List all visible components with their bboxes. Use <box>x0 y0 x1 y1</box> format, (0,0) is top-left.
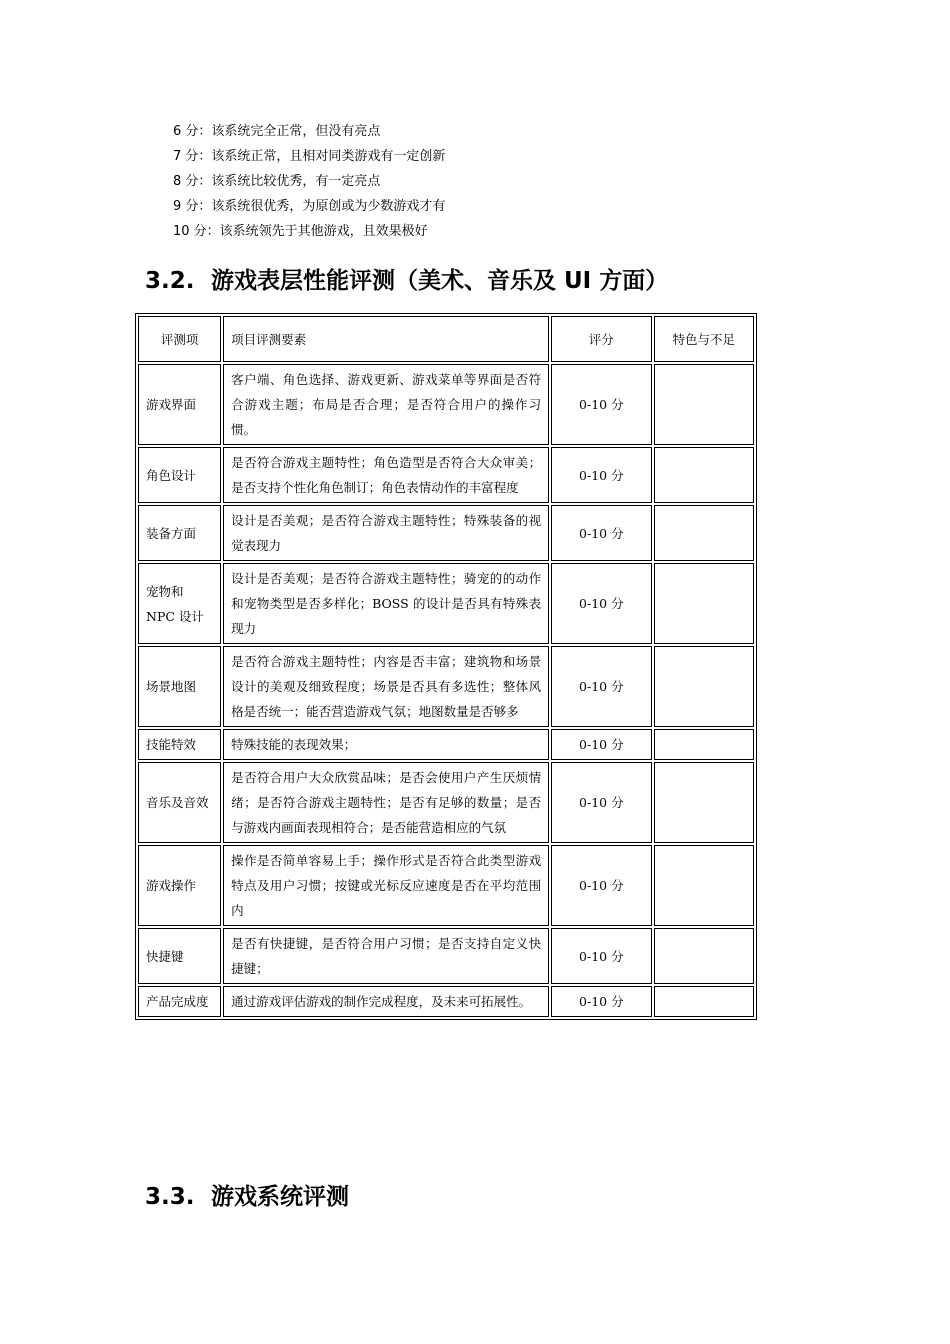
table-row <box>138 505 754 561</box>
cell-notes <box>654 364 754 445</box>
score-criteria-line: 6 分：该系统完全正常，但没有亮点 <box>173 124 381 139</box>
cell-item: 快捷键 <box>138 928 221 984</box>
section-title: 游戏表层性能评测（美术、音乐及 UI 方面） <box>211 268 669 294</box>
cell-score: 0-10 分 <box>551 928 651 984</box>
score-criteria-line: 9 分：该系统很优秀，为原创或为少数游戏才有 <box>173 199 446 214</box>
cell-item: 游戏界面 <box>138 364 221 445</box>
cell-elements: 客户端、角色选择、游戏更新、游戏菜单等界面是否符合游戏主题；布局是否合理；是否符合用户的操作习惯。 <box>223 364 549 445</box>
evaluation-table <box>135 313 757 1020</box>
cell-elements: 设计是否美观；是否符合游戏主题特性；骑宠的的动作和宠物类型是否多样化；BOSS 的设计是否具有特殊表现力 <box>223 563 549 644</box>
table-row <box>138 928 754 984</box>
score-criteria-line: 10 分：该系统领先于其他游戏，且效果极好 <box>173 224 428 239</box>
cell-item: 角色设计 <box>138 447 221 503</box>
cell-score: 0-10 分 <box>551 729 651 760</box>
cell-item: 产品完成度 <box>138 986 221 1017</box>
cell-item: 音乐及音效 <box>138 762 221 843</box>
cell-elements: 设计是否美观；是否符合游戏主题特性；特殊装备的视觉表现力 <box>223 505 549 561</box>
table-row <box>138 563 754 644</box>
cell-item: 技能特效 <box>138 729 221 760</box>
table-header-row <box>138 316 754 362</box>
cell-score: 0-10 分 <box>551 364 651 445</box>
cell-notes <box>654 845 754 926</box>
cell-elements: 操作是否简单容易上手；操作形式是否符合此类型游戏特点及用户习惯；按键或光标反应速度是否在平均范围内 <box>223 845 549 926</box>
cell-score: 0-10 分 <box>551 447 651 503</box>
header-notes: 特色与不足 <box>654 316 754 362</box>
header-item: 评测项 <box>138 316 221 362</box>
cell-elements: 通过游戏评估游戏的制作完成程度，及未来可拓展性。 <box>223 986 549 1017</box>
section-number: 3.2. <box>145 268 195 294</box>
cell-notes <box>654 563 754 644</box>
cell-item: 装备方面 <box>138 505 221 561</box>
cell-elements: 是否符合游戏主题特性；内容是否丰富；建筑物和场景设计的美观及细致程度；场景是否具有多选性；整体风格是否统一；能否营造游戏气氛；地图数量是否够多 <box>223 646 549 727</box>
cell-notes <box>654 447 754 503</box>
section-number: 3.3. <box>145 1184 195 1210</box>
cell-item: 场景地图 <box>138 646 221 727</box>
cell-score: 0-10 分 <box>551 762 651 843</box>
cell-notes <box>654 928 754 984</box>
section-heading-3-3 <box>145 1178 349 1211</box>
cell-item: 宠物和 NPC 设计 <box>138 563 221 644</box>
table-row <box>138 845 754 926</box>
cell-notes <box>654 762 754 843</box>
cell-notes <box>654 986 754 1017</box>
section-heading-3-2 <box>145 262 668 295</box>
cell-score: 0-10 分 <box>551 505 651 561</box>
cell-score: 0-10 分 <box>551 845 651 926</box>
table-row <box>138 364 754 445</box>
cell-notes <box>654 505 754 561</box>
cell-score: 0-10 分 <box>551 646 651 727</box>
cell-score: 0-10 分 <box>551 986 651 1017</box>
table-row <box>138 646 754 727</box>
cell-elements: 是否符合用户大众欣赏品味；是否会使用户产生厌烦情绪；是否符合游戏主题特性；是否有足够的数量；是否与游戏内画面表现相符合；是否能营造相应的气氛 <box>223 762 549 843</box>
section-title: 游戏系统评测 <box>211 1184 349 1210</box>
score-criteria-list <box>173 119 445 244</box>
header-score: 评分 <box>551 316 651 362</box>
cell-score: 0-10 分 <box>551 563 651 644</box>
table-row <box>138 986 754 1017</box>
cell-elements: 是否有快捷键，是否符合用户习惯；是否支持自定义快捷键； <box>223 928 549 984</box>
table-row <box>138 762 754 843</box>
header-elements: 项目评测要素 <box>223 316 549 362</box>
cell-notes <box>654 729 754 760</box>
cell-elements: 是否符合游戏主题特性；角色造型是否符合大众审美；是否支持个性化角色制订；角色表情动作的丰富程度 <box>223 447 549 503</box>
table-row <box>138 447 754 503</box>
score-criteria-line: 8 分：该系统比较优秀，有一定亮点 <box>173 174 381 189</box>
table-row <box>138 729 754 760</box>
cell-elements: 特殊技能的表现效果； <box>223 729 549 760</box>
cell-notes <box>654 646 754 727</box>
score-criteria-line: 7 分：该系统正常，且相对同类游戏有一定创新 <box>173 149 446 164</box>
cell-item: 游戏操作 <box>138 845 221 926</box>
